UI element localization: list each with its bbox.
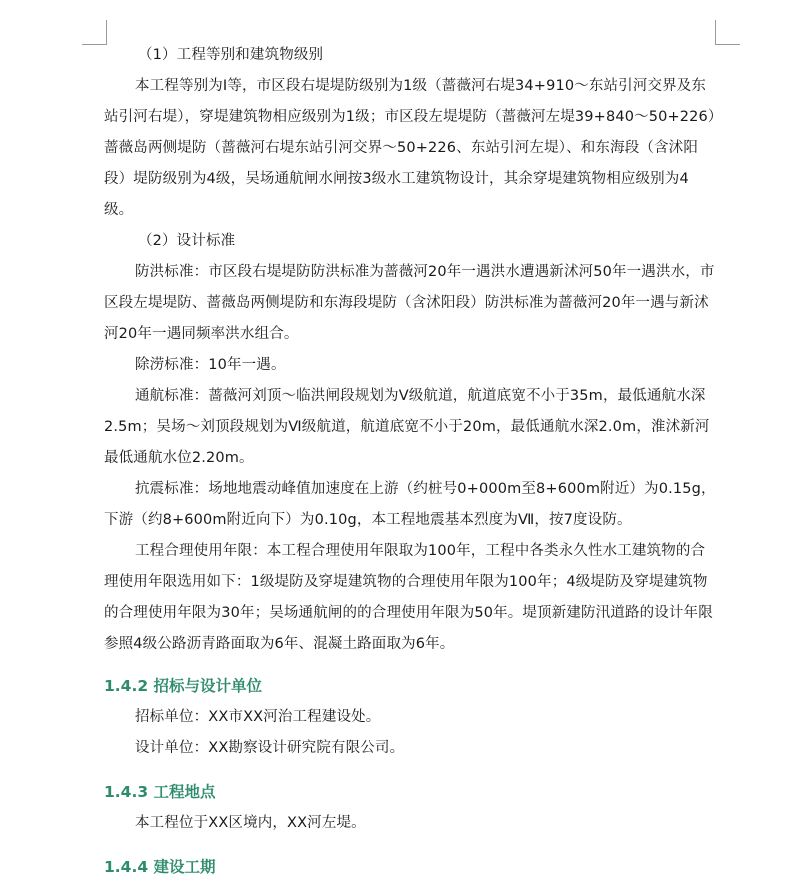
document-body	[104, 40, 716, 881]
paragraph-location: 本工程位于XX区境内，XX河左堤。	[135, 815, 366, 831]
paragraph-seismic-standard: 抗震标准：场地地震动峰值加速度在上游（约桩号0+000m至8+600m附近）为0.15g，下游（约8+600m附近向下）为0.10g，本工程地震基本烈度为Ⅶ，按7度设防。	[104, 481, 716, 528]
page-corner-mark-top-right	[715, 20, 740, 45]
section-heading-143: 1.4.3 工程地点	[104, 783, 216, 801]
paragraph-flood-standard: 防洪标准：市区段右堤堤防防洪标准为蔷薇河20年一遇洪水遭遇新沭河50年一遇洪水，市区段左堤堤防、蔷薇岛两侧堤防和东海段堤防（含沭阳段）防洪标准为蔷薇河20年一遇与新沭河20年一遇同频率洪水组合。	[104, 264, 715, 342]
paragraph-service-life: 工程合理使用年限：本工程合理使用年限取为100年，工程中各类永久性水工建筑物的合理使用年限选用如下：1级堤防及穿堤建筑物的合理使用年限为100年；4级堤防及穿堤建筑物的合理使用年限为30年；吴场通航闸的的合理使用年限为50年。堤顶新建防汛道路的设计年限参照4级公路沥青路面取为6年、混凝土路面取为6年。	[104, 543, 713, 652]
section-heading-144: 1.4.4 建设工期	[104, 858, 216, 876]
subheading-design-standards: （2）设计标准	[138, 233, 236, 249]
section-heading-142: 1.4.2 招标与设计单位	[104, 677, 263, 695]
paragraph-drainage-standard: 除涝标准：10年一遇。	[135, 357, 286, 373]
paragraph-grade-description: 本工程等别为Ⅰ等，市区段右堤堤防级别为1级（蔷薇河右堤34+910～东站引河交界及东站引河右堤），穿堤建筑物相应级别为1级；市区段左堤堤防（蔷薇河左堤39+840～50+226）蔷薇岛两侧堤防（蔷薇河右堤东站引河交界～50+226、东站引河左堤）、和东海段（含沭阳段）堤防级别为4级，吴场通航闸水闸按3级水工建筑物设计，其余穿堤建筑物相应级别为4级。	[104, 78, 716, 218]
paragraph-bidding-unit: 招标单位：XX市XX河治工程建设处。	[135, 709, 381, 725]
paragraph-design-unit: 设计单位：XX勘察设计研究院有限公司。	[135, 740, 405, 756]
subheading-grade-and-level: （1）工程等别和建筑物级别	[138, 47, 324, 63]
paragraph-navigation-standard: 通航标准：蔷薇河刘顶～临洪闸段规划为Ⅴ级航道，航道底宽不小于35m，最低通航水深2.5m；吴场～刘顶段规划为Ⅵ级航道，航道底宽不小于20m，最低通航水深2.0m，淮沭新河最低通航水位2.20m。	[104, 388, 710, 466]
